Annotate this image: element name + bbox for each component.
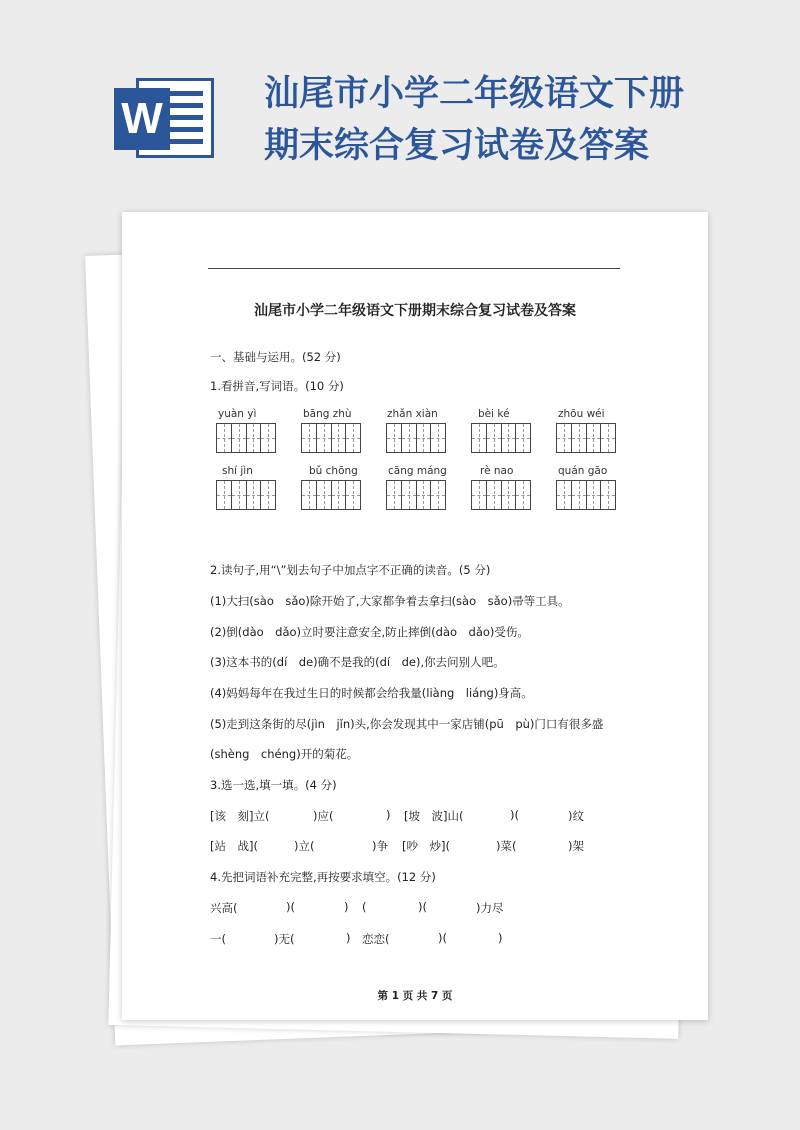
question-item: (1)大扫(sào sǎo)除开始了,大家都争着去拿扫(sào sǎo)帚等工具。 [210,594,570,608]
choice-text: )菜( [496,839,517,853]
fill-text: 兴高( [210,901,238,915]
section-heading: 一、基础与运用。(52 分) [210,350,341,364]
fill-text: ) [346,931,351,945]
fill-text: )( [418,900,427,914]
writing-grid[interactable] [386,423,446,453]
fill-text: ) [344,900,349,914]
choice-text: [坡 波]山( [404,809,464,823]
question-item: (5)走到这条街的尽(jìn jǐn)头,你会发现其中一家店铺(pū pù)门口有很多盛 [210,717,604,731]
pinyin-label: cāng máng [388,465,447,477]
pinyin-label: bāng zhù [303,408,352,420]
word-letter: W [114,88,170,150]
word-icon [108,72,218,162]
choice-text: )争 [372,839,388,853]
writing-grid[interactable] [471,423,531,453]
question-heading: 4.先把词语补充完整,再按要求填空。(12 分) [210,870,436,884]
pinyin-label: shí jìn [222,465,253,477]
writing-grid[interactable] [301,423,361,453]
page-title: 汕尾市小学二年级语文下册期末综合复习试卷及答案 [264,73,685,166]
writing-grid[interactable] [216,423,276,453]
fill-text: 一( [210,932,226,946]
pinyin-label: rè nao [480,465,514,477]
choice-text: )立( [294,839,315,853]
pinyin-label: zhōu wéi [558,408,605,420]
document-page [122,212,708,1020]
writing-grid[interactable] [386,480,446,510]
question-heading: 3.选一选,填一填。(4 分) [210,778,337,792]
choice-text: [该 刻]立( [210,809,270,823]
choice-text: [吵 炒]( [402,839,450,853]
writing-grid[interactable] [301,480,361,510]
writing-grid[interactable] [556,480,616,510]
header-rule [208,268,620,269]
question-heading: 1.看拼音,写词语。(10 分) [210,379,344,393]
pinyin-label: zhǎn xiàn [387,408,438,420]
fill-text: ) [498,931,503,945]
choice-text: ) [386,808,391,822]
writing-grid[interactable] [471,480,531,510]
pinyin-label: yuàn yì [218,408,257,420]
pinyin-label: bèi ké [478,408,510,420]
question-item: (2)倒(dào dǎo)立时要注意安全,防止摔倒(dào dǎo)受伤。 [210,625,529,639]
choice-text: )纹 [568,809,584,823]
fill-text: )力尽 [476,901,504,915]
pinyin-label: quán gāo [558,465,608,477]
page-number: 第 1 页 共 7 页 [377,990,453,1002]
fill-text: 恋恋( [362,932,390,946]
fill-text: )( [438,931,447,945]
writing-grid[interactable] [556,423,616,453]
choice-text: [站 战]( [210,839,258,853]
choice-text: )( [510,808,519,822]
question-item: (3)这本书的(dí de)确不是我的(dí de),你去问别人吧。 [210,655,505,669]
choice-text: )应( [313,809,334,823]
choice-text: )架 [568,839,584,853]
question-heading: 2.读句子,用“\”划去句子中加点字不正确的读音。(5 分) [210,563,491,577]
fill-text: ( [362,900,367,914]
writing-grid[interactable] [216,480,276,510]
fill-text: )( [286,900,295,914]
fill-text: )无( [274,932,295,946]
question-item: (shèng chéng)开的菊花。 [210,747,359,761]
question-item: (4)妈妈每年在我过生日的时候都会给我量(liàng liáng)身高。 [210,686,533,700]
pinyin-label: bǔ chōng [309,465,358,477]
document-title: 汕尾市小学二年级语文下册期末综合复习试卷及答案 [254,303,576,319]
